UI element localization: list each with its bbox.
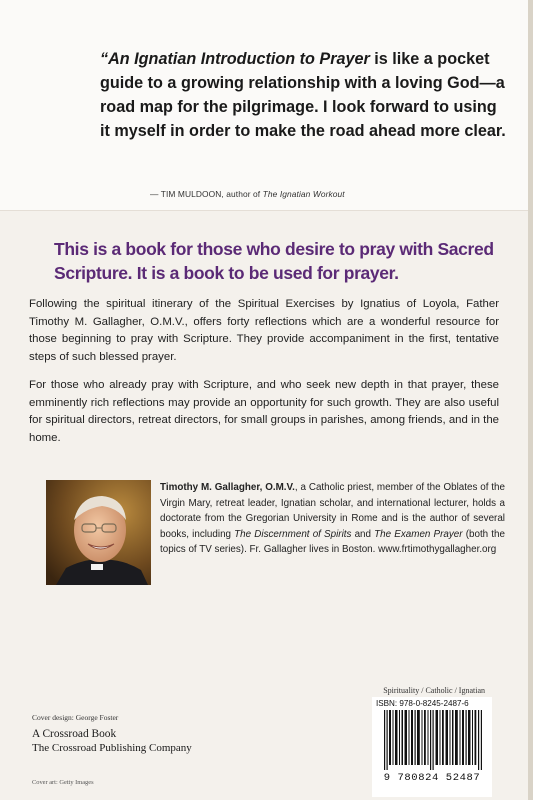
cover-design-credit: Cover design: George Foster: [32, 713, 119, 722]
description-paragraph-2: For those who already pray with Scripture, and who seek new depth in that prayer, these emminently rich reflections may provide an opportunity for such growth. They are also useful for spiritual directors, retreat directors, for small groups in parishes, among friends, and in the home.: [29, 379, 499, 444]
bio-book-2: The Examen Prayer: [374, 528, 463, 540]
bio-book-1: The Discernment of Spirits: [234, 528, 352, 540]
endorsement-quote: [100, 47, 510, 143]
headline: This is a book for those who desire to pray with Sacred Scripture. It is a book to be used for prayer.: [54, 239, 494, 283]
category-label: Spirituality / Catholic / Ignatian: [383, 686, 485, 695]
barcode-bars: [384, 710, 484, 770]
author-photo: [46, 480, 151, 585]
publisher-block: [32, 727, 192, 755]
attribution-prefix: — TIM MULDOON, author of: [150, 189, 263, 199]
description-paragraph-1: Following the spiritual itinerary of the Spiritual Exercises by Ignatius of Loyola, Father Timothy M. Gallagher, O.M.V., offers forty reflections which are a wonderful resource for those beginning to pray with Scripture. They provide accompaniment in the first, tentative steps of such blessed prayer.: [29, 298, 499, 363]
attribution-work: The Ignatian Workout: [262, 189, 345, 199]
publisher-imprint: A Crossroad Book: [32, 728, 117, 740]
author-name: Timothy M. Gallagher, O.M.V.: [160, 482, 295, 493]
barcode-box: [372, 697, 492, 797]
isbn-label: ISBN: 978-0-8245-2487-6: [376, 699, 469, 708]
bio-text-2: (both the topics of TV series). Fr. Gallagher lives in Boston. www.frtimothygallagher.org: [160, 528, 505, 556]
publisher-company: The Crossroad Publishing Company: [32, 742, 192, 754]
author-bio: [160, 480, 505, 558]
bio-text-1: , a Catholic priest, member of the Oblates of the Virgin Mary, retreat leader, Ignatian scholar, and international lecturer, holds a doctorate from the Gregorian University in Rome and is the author of several books, including: [160, 482, 505, 540]
divider: [0, 210, 528, 211]
quote-book-title: “An Ignatian Introduction to Prayer: [100, 50, 370, 68]
quote-attribution: [150, 189, 480, 199]
barcode-number: 9 780824 52487: [383, 772, 481, 784]
quote-text: is like a pocket guide to a growing relationship with a loving God—a road map for the pilgrimage. I look forward to using it myself in order to make the road ahead more clear.: [100, 50, 506, 140]
bio-and: and: [351, 528, 375, 540]
cover-art-credit: Cover art: Getty Images: [32, 779, 94, 786]
